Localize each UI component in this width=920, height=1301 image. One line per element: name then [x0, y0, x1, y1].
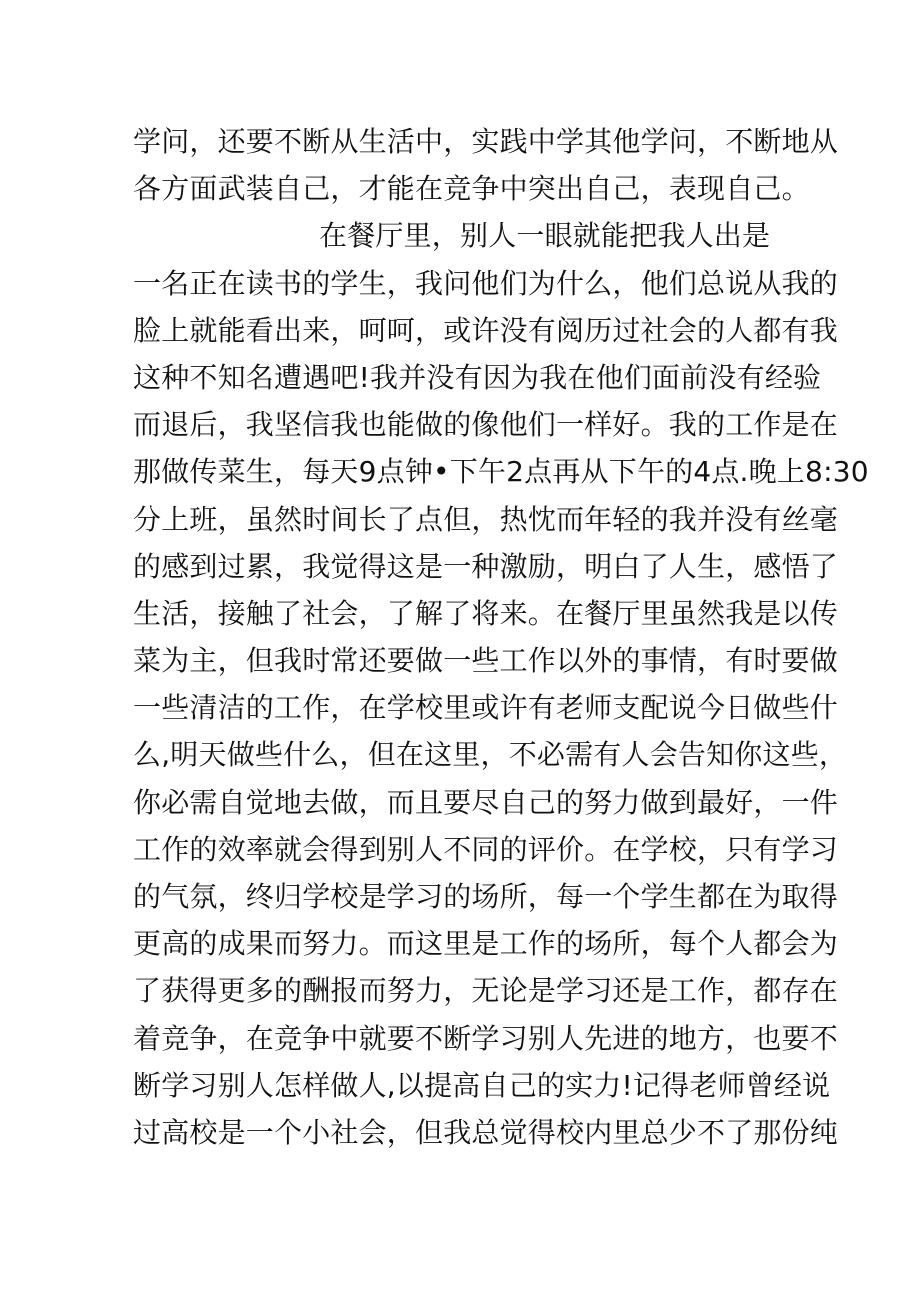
text-line: 菜为主，但我时常还要做一些工作以外的事情，有时要做	[133, 644, 839, 678]
text-line: 你必需自觉地去做，而且要尽自己的努力做到最好，一件	[133, 785, 839, 819]
text-line: 工作的效率就会得到别人不同的评价。在学校，只有学习	[133, 832, 839, 866]
text-line: 一名正在读书的学生，我问他们为什么，他们总说从我的	[133, 266, 839, 300]
text-line: 了获得更多的酬报而努力，无论是学习还是工作，都存在	[133, 974, 839, 1008]
text-line: 的感到过累，我觉得这是一种激励，明白了人生，感悟了	[133, 549, 839, 583]
text-line: 生活，接触了社会，了解了将来。在餐厅里虽然我是以传	[133, 596, 839, 630]
text-line: 的气氛，终归学校是学习的场所，每一个学生都在为取得	[133, 880, 839, 913]
text-line: 更高的成果而努力。而这里是工作的场所，每个人都会为	[133, 927, 839, 961]
body-text	[133, 118, 869, 1156]
text-line: 那做传菜生，每天9点钟•下午2点再从下午的4点.晚上8:30	[133, 455, 869, 489]
paragraph-start-line: 在餐厅里，别人一眼就能把我人出是	[319, 219, 771, 253]
text-line: 么,明天做些什么，但在这里，不必需有人会告知你这些，	[133, 738, 848, 772]
text-line: 这种不知名遭遇吧!我并没有因为我在他们面前没有经验	[133, 360, 822, 394]
text-line: 着竞争，在竞争中就要不断学习别人先进的地方，也要不	[133, 1021, 839, 1055]
text-line: 脸上就能看出来，呵呵，或许没有阅历过社会的人都有我	[133, 313, 839, 347]
text-line: 一些清洁的工作，在学校里或许有老师支配说今日做些什	[133, 691, 839, 725]
text-line: 学问，还要不断从生活中，实践中学其他学问，不断地从	[133, 125, 839, 158]
text-line: 而退后，我坚信我也能做的像他们一样好。我的工作是在	[133, 408, 839, 442]
text-line: 断学习别人怎样做人,以提高自己的实力!记得老师曾经说	[133, 1068, 831, 1102]
text-line: 分上班，虽然时间长了点但，热忱而年轻的我并没有丝毫	[133, 502, 839, 536]
text-line: 过高校是一个小社会，但我总觉得校内里总少不了那份纯	[133, 1115, 839, 1149]
text-line: 各方面武装自己，才能在竞争中突出自己，表现自己。	[133, 172, 810, 206]
